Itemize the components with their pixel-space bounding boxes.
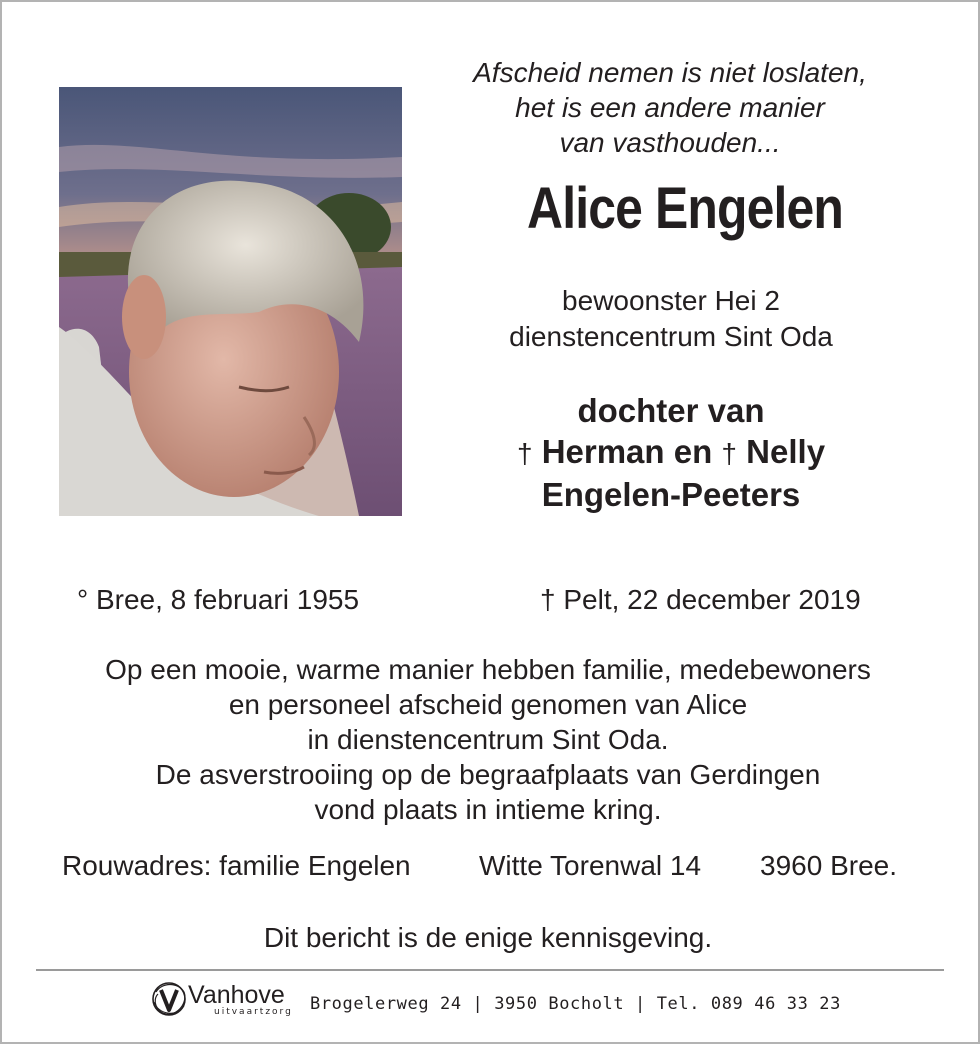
death-date: † Pelt, 22 december 2019 [540, 584, 861, 615]
message-line: in dienstencentrum Sint Oda. [307, 724, 669, 755]
parents-family-name: Engelen-Peeters [541, 476, 801, 513]
residence-line: bewoonster Hei 2 [562, 285, 780, 316]
quote-line: het is een andere manier [515, 92, 825, 123]
portrait-photo [59, 87, 402, 516]
message-line: vond plaats in intieme kring. [314, 794, 662, 825]
farewell-message [40, 652, 936, 827]
logo-name: Vanhove [188, 981, 285, 1009]
deceased-name: Alice Engelen [527, 176, 843, 241]
message-line: en personeel afscheid genomen van Alice [228, 689, 748, 720]
parents-intro: dochter van [577, 392, 765, 429]
divider [36, 969, 944, 971]
funeral-home-footer [148, 978, 848, 1022]
message-line: De asverstrooiing op de begraafplaats van Gerdingen [155, 759, 821, 790]
birth-date: ° Bree, 8 februari 1955 [77, 584, 360, 615]
quote-line: van vasthouden... [559, 127, 781, 158]
message-line: Op een mooie, warme manier hebben familie, medebewoners [105, 654, 871, 685]
vanhove-logo-icon [148, 978, 190, 1020]
logo-subtitle: uitvaartzorg [214, 1007, 293, 1017]
contact-info: Brogelerweg 24 | 3950 Bocholt | Tel. 089 46 33 23 [310, 994, 841, 1014]
father-name: Herman en [541, 433, 713, 470]
mourning-address-family: Rouwadres: familie Engelen [62, 850, 411, 881]
mother-name: Nelly [746, 433, 826, 470]
residence-line: dienstencentrum Sint Oda [509, 321, 833, 352]
cross-icon: † [516, 438, 533, 469]
parents-names [420, 431, 922, 474]
mourning-address-street: Witte Torenwal 14 [479, 850, 702, 881]
memorial-quote [420, 55, 920, 160]
parents-info [420, 390, 922, 515]
mourning-address-city: 3960 Bree. [760, 850, 897, 881]
sole-notice: Dit bericht is de enige kennisgeving. [263, 922, 713, 953]
quote-line: Afscheid nemen is niet loslaten, [473, 57, 867, 88]
cross-icon: † [721, 438, 737, 469]
residence-info [420, 283, 922, 355]
